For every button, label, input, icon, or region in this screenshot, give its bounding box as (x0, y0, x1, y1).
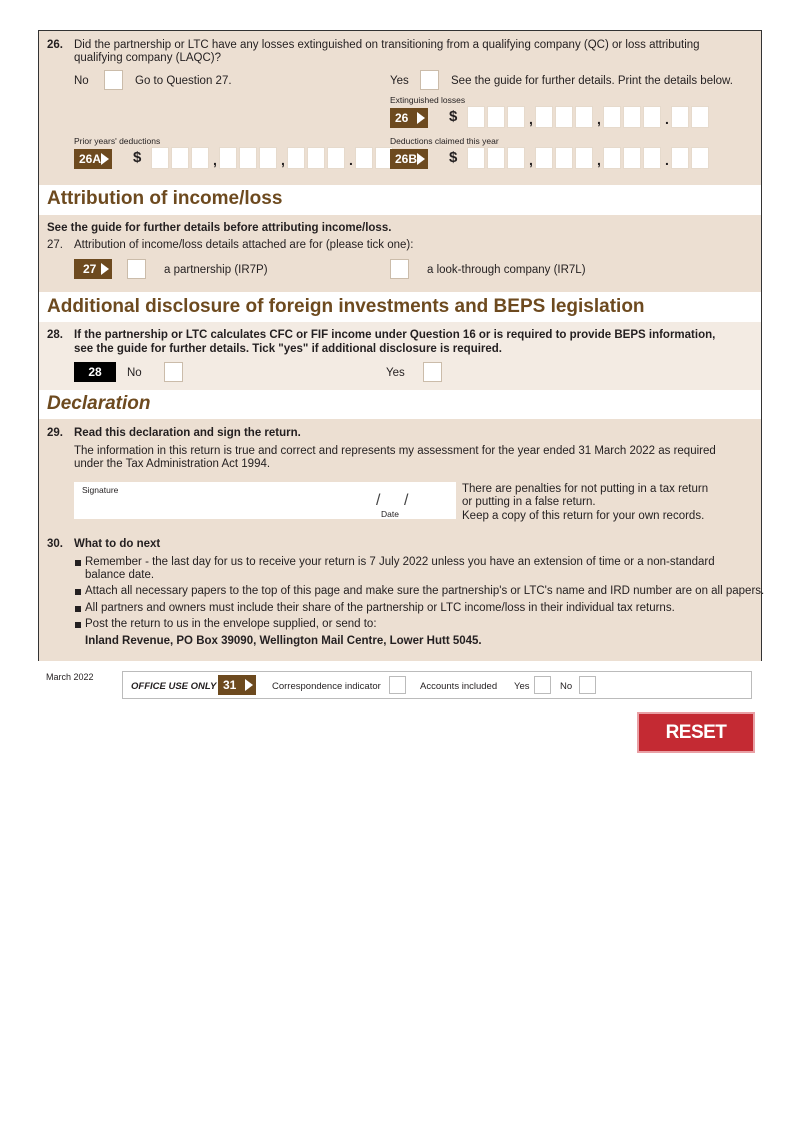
arrow-right-icon (417, 112, 425, 124)
signature-field[interactable] (74, 482, 456, 519)
q28-yes-checkbox[interactable] (423, 362, 442, 382)
q30-address: Inland Revenue, PO Box 39090, Wellington Mail Centre, Lower Hutt 5045. (85, 635, 482, 647)
extinguished-losses-label: Extinguished losses (390, 95, 466, 105)
accounts-yes-box[interactable] (534, 676, 551, 694)
q28-section (39, 322, 761, 390)
q30-title: What to do next (74, 538, 161, 550)
box-27-tag (74, 259, 112, 279)
accounts-yes-label: Yes (514, 681, 530, 692)
q26-no-checkbox[interactable] (104, 70, 123, 90)
deductions-claimed-label: Deductions claimed this year (390, 136, 499, 146)
penalty-line2: or putting in a false return. (462, 496, 596, 508)
penalty-line1: There are penalties for not putting in a tax return (462, 483, 709, 495)
box-26b-tag-text: 26B (395, 152, 418, 166)
bullet-icon (75, 606, 81, 612)
q27-question: Attribution of income/loss details attached are for (please tick one): (74, 239, 414, 251)
q27-number: 27. (47, 239, 63, 251)
partnership-option-label: a partnership (IR7P) (164, 264, 268, 276)
footer-date: March 2022 (46, 672, 94, 682)
q30-bullet3: All partners and owners must include their share of the partnership or LTC income/loss in their individual tax returns. (85, 602, 675, 614)
arrow-right-icon (101, 153, 109, 165)
box-26-tag (390, 108, 428, 128)
box-31-tag-text: 31 (223, 678, 237, 692)
q30-bullet2: Attach all necessary papers to the top of this page and make sure the partnership's or LTC's name and IRD number are on all papers. (85, 585, 765, 597)
office-use-label: OFFICE USE ONLY (131, 681, 217, 692)
q27-section (39, 215, 761, 292)
partnership-checkbox[interactable] (127, 259, 146, 279)
bullet-icon (75, 622, 81, 628)
box-31-tag (218, 675, 256, 695)
q29-number: 29. (47, 427, 63, 439)
q26-yes-label: Yes (390, 75, 409, 87)
office-use-panel (122, 671, 752, 699)
q26-question-line1: Did the partnership or LTC have any losses extinguished on transitioning from a qualifying company (QC) or loss attributing (74, 39, 700, 51)
currency-symbol: $ (133, 149, 142, 166)
prior-years-deductions-input[interactable]: $ , , . (133, 147, 395, 169)
bullet-icon (75, 589, 81, 595)
declaration-heading: Declaration (47, 393, 151, 414)
q28-question-line1: If the partnership or LTC calculates CFC or FIF income under Question 16 or is required to provide BEPS information, (74, 329, 716, 341)
arrow-right-icon (101, 263, 109, 275)
attribution-heading: Attribution of income/loss (47, 188, 283, 209)
box-26a-tag-text: 26A (79, 152, 102, 166)
form-page (38, 30, 765, 661)
signature-label: Signature (82, 485, 119, 495)
q28-number: 28. (47, 329, 63, 341)
q26-number: 26. (47, 39, 63, 51)
correspondence-indicator-box[interactable] (389, 676, 406, 694)
extinguished-losses-input[interactable]: $ , , . (449, 106, 711, 128)
penalty-line3: Keep a copy of this return for your own records. (462, 510, 705, 522)
q26-section (39, 31, 761, 185)
bullet-icon (75, 560, 81, 566)
box-28-tag: 28 (74, 362, 116, 382)
disclosure-heading: Additional disclosure of foreign investments and BEPS legislation (47, 296, 645, 317)
declaration-line1: The information in this return is true and correct and represents my assessment for the year ended 31 March 2022 as required (74, 445, 716, 457)
q26-question-line2: qualifying company (LAQC)? (74, 52, 222, 64)
declaration-line2: under the Tax Administration Act 1994. (74, 458, 271, 470)
currency-symbol: $ (449, 149, 458, 166)
q30-bullet4: Post the return to us in the envelope supplied, or send to: (85, 618, 377, 630)
q28-no-checkbox[interactable] (164, 362, 183, 382)
q30-bullet1-line2: balance date. (85, 569, 155, 581)
ltc-option-label: a look-through company (IR7L) (427, 264, 586, 276)
box-26a-tag (74, 149, 112, 169)
attribution-guide-note: See the guide for further details before attributing income/loss. (47, 222, 392, 234)
arrow-right-icon (417, 153, 425, 165)
box-26b-tag (390, 149, 428, 169)
date-separator-1: / (376, 492, 381, 509)
currency-symbol: $ (449, 108, 458, 125)
accounts-included-label: Accounts included (420, 681, 498, 692)
q29-title: Read this declaration and sign the return. (74, 427, 301, 439)
ltc-checkbox[interactable] (390, 259, 409, 279)
box-26-tag-text: 26 (395, 111, 409, 125)
deductions-claimed-input[interactable]: $ , , . (449, 147, 711, 169)
q26-yes-checkbox[interactable] (420, 70, 439, 90)
q30-number: 30. (47, 538, 63, 550)
q26-no-label: No (74, 75, 89, 87)
box-27-tag-text: 27 (83, 262, 97, 276)
reset-form-button[interactable]: RESET FORM (637, 712, 755, 753)
q26-no-instruction: Go to Question 27. (135, 75, 232, 87)
accounts-no-box[interactable] (579, 676, 596, 694)
q26-yes-instruction: See the guide for further details. Print the details below. (451, 75, 733, 87)
date-label: Date (381, 509, 399, 519)
q30-bullet1-line1: Remember - the last day for us to receive your return is 7 July 2022 unless you have an extension of time or a non-standard (85, 556, 715, 568)
q28-question-line2: see the guide for further details. Tick "yes" if additional disclosure is required. (74, 343, 502, 355)
q28-no-label: No (127, 367, 142, 379)
prior-years-deductions-label: Prior years' deductions (74, 136, 161, 146)
date-separator-2: / (404, 492, 409, 509)
accounts-no-label: No (560, 681, 573, 692)
correspondence-indicator-label: Correspondence indicator (272, 681, 381, 692)
q28-yes-label: Yes (386, 367, 405, 379)
arrow-right-icon (245, 679, 253, 691)
